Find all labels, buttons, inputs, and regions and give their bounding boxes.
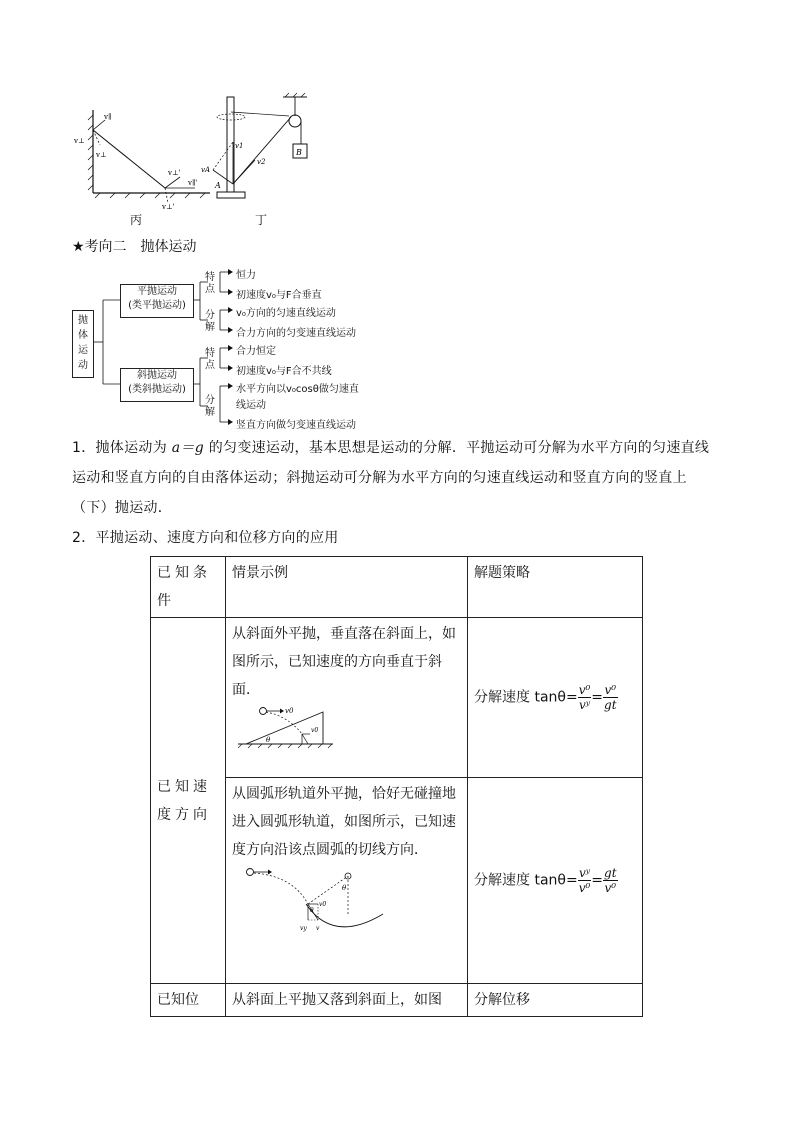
row2-strategy: 分解速度 tanθ= $\frac{\text{vʸ}}{\text{v⁰}}$ = $\frac{gt}{\text{v⁰}}$ [468,778,643,984]
ding-label-v1: v1 [235,142,244,150]
row1-strategy: 分解速度 tanθ= $\frac{\text{v⁰}}{\text{vʸ}}$ = $\frac{\text{v⁰}}{gt}$ [468,618,643,778]
row1-f1-den: vʸ [578,698,590,712]
group-velocity-direction [151,618,226,984]
row2-f2-den: v⁰ [604,881,617,895]
para1-part-a: 1．抛体运动为 [72,440,172,456]
row2-fraction-2 [603,866,618,895]
table-row [151,984,643,1017]
row2-figure [238,864,388,936]
table-header-row [151,557,643,618]
bing-label-vperp: v⊥ [96,151,107,159]
bing-label-vparb: v∥' [188,179,198,187]
row1-figure [238,704,338,754]
branch2-dec-label: 分解 [205,395,215,418]
row1-f1-num: v⁰ [578,683,591,697]
row2-scenario [226,778,468,984]
ding-label-a: A [215,181,221,190]
row2-f1-den: v⁰ [578,881,591,895]
row1-f2-den: gt [604,698,617,712]
para1-formula: a＝g [171,440,204,456]
row2-label-theta1: θ [342,884,347,892]
row1-label-vx: v0 [311,727,319,734]
row2-fraction-1 [578,866,592,895]
branch-pingpao-sub: (类平抛运动) [128,300,186,311]
branch-pingpao-name: 平抛运动 [137,286,177,297]
row1-fraction-1 [578,683,592,712]
group-velocity-direction-text: 已知速度方向 [157,778,211,823]
row2-strategy-text: 分解速度 tanθ= [474,872,578,889]
paragraph-1 [72,433,722,523]
branch-xiepao-name: 斜抛运动 [137,370,177,381]
branch1-dec-1: v₀方向的匀速直线运动 [236,308,336,319]
header-known-condition [151,557,226,618]
section-title: ★考向二 抛体运动 [72,239,197,255]
branch1-feat-label: 特点 [205,272,215,295]
bing-label-va: v⊥ [74,137,85,145]
paragraph-2: 2．平抛运动、速度方向和位移方向的应用 [72,530,339,546]
ding-label-v2: v2 [257,158,266,166]
ding-label-va: vA [201,166,211,174]
para1-part-c: 的匀变速运动，基本思想是运动的分解．平抛运动可分解为水平方向的匀速直线运动和竖直方向的自由落体运动；斜抛运动可分解为水平方向的匀速直线运动和竖直方向的竖直上（下）抛运动． [72,440,710,516]
bing-label-vpar: v∥ [104,113,112,121]
branch2-feat-2: 初速度v₀与F合不共线 [236,366,332,377]
branch-xiepao-sub: (类斜抛运动) [128,384,186,395]
row2-f2-num: gt [604,866,617,880]
row1-strategy-text: 分解速度 tanθ= [474,689,578,706]
group-displacement: 已知位 [151,984,226,1017]
tree-branch-xiepao [120,368,194,402]
row3-strategy: 分解位移 [468,984,643,1017]
row2-scenario-text: 从圆弧形轨道外平抛，恰好无碰撞地进入圆弧形轨道，如图所示，已知速度方向沿该点圆弧的切线方向． [232,786,456,858]
branch1-feat-1: 恒力 [236,270,256,281]
branch1-dec-2: 合力方向的匀变速直线运动 [236,328,356,339]
row3-scenario: 从斜面上平抛又落到斜面上，如图 [226,984,468,1017]
row2-label-v0: v0 [319,901,327,908]
tree-root-label: 抛体运动 [78,315,88,371]
application-table [150,556,643,1017]
row1-label-theta: θ [266,736,271,744]
row1-fraction-2 [603,683,618,712]
ding-label-b: B [296,148,302,157]
row2-label-vy: vy [300,925,307,932]
table-row [151,618,643,778]
row2-label-theta2: θ [310,907,314,914]
branch1-dec-label: 分解 [205,310,215,333]
row1-scenario-text: 从斜面外平抛，垂直落在斜面上，如图所示，已知速度的方向垂直于斜面． [232,626,456,698]
header-scenario: 情景示例 [226,557,468,618]
row2-f1-num: vʸ [578,866,590,880]
branch2-dec-2: 竖直方向做匀变速直线运动 [236,420,356,431]
branch2-feat-1: 合力恒定 [236,346,276,357]
bing-label-vb: v⊥' [168,169,181,177]
branch2-feat-label: 特点 [205,348,215,371]
bing-label-vperpb: v⊥' [162,203,175,210]
row1-f2-num: v⁰ [604,683,617,697]
tree-branch-pingpao [120,284,194,318]
header-strategy: 解题策略 [468,557,643,618]
header-known-condition-text: 已知条件 [157,565,211,609]
row2-label-v: v [316,925,320,932]
branch2-dec-1b: 线运动 [236,400,266,411]
branch1-feat-2: 初速度v₀与F合垂直 [236,290,322,301]
ding-caption: 丁 [255,213,268,227]
row1-scenario [226,618,468,778]
bing-caption: 丙 [130,213,143,227]
tree-root [72,310,94,378]
branch2-dec-1a: 水平方向以v₀cosθ做匀速直 [236,384,359,395]
figure-ding [195,92,315,210]
row1-label-v0: v0 [285,707,294,715]
